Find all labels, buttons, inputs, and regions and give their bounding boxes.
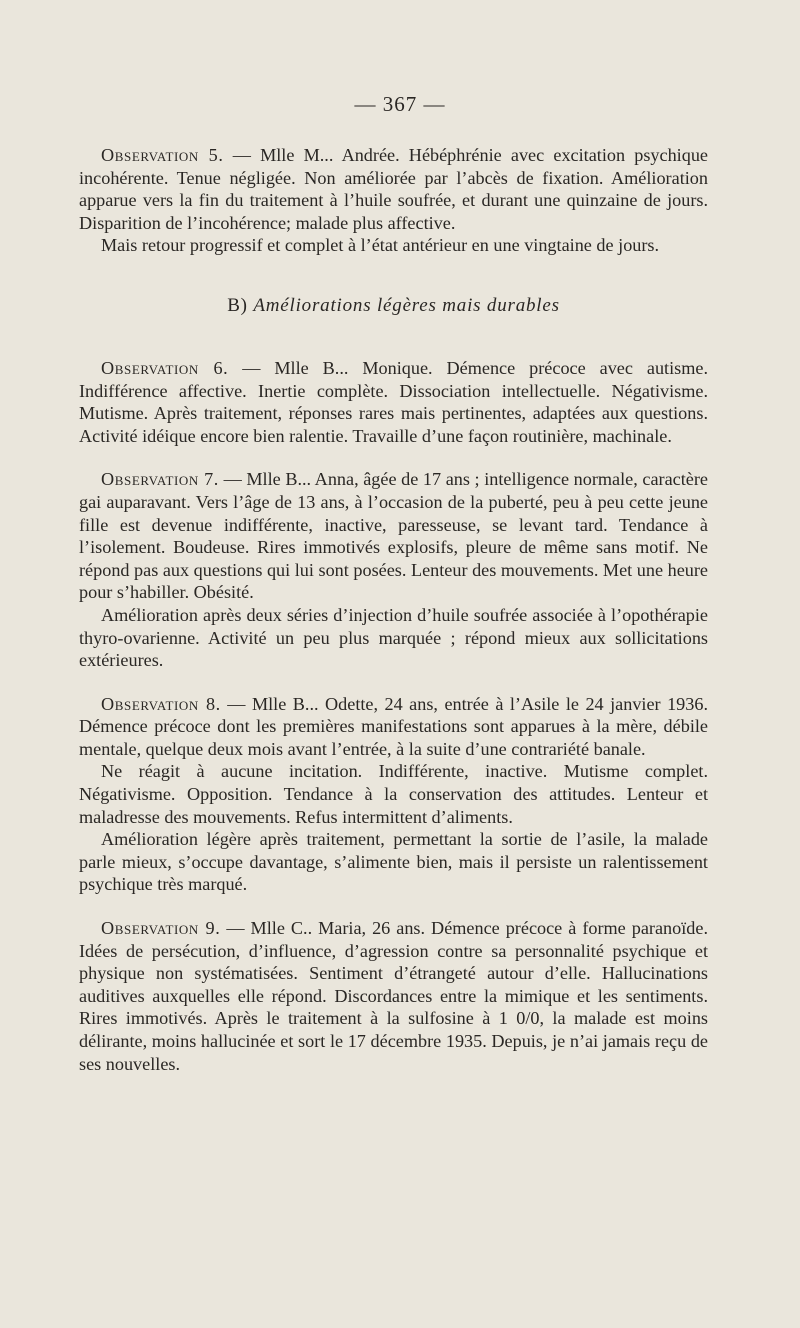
observation-6-text-1: — Mlle B... Monique. Démence précoce avec autisme. Indifférence affective. Inertie complète. Dissociation intellectuelle. Négativisme. Mutisme. Après traitement, réponses rares mais pertinentes, adaptées aux questions. Activité idéique encore bien ralentie. Travaille d’une façon routinière, machinale. (79, 357, 708, 446)
observation-8-paragraph-3: Amélioration légère après traitement, permettant la sortie de l’asile, la malade parle mieux, s’occupe davantage, s’alimente bien, mais il persiste un ralentissement psychique très marqué. (79, 829, 708, 895)
observation-7-paragraph-2: Amélioration après deux séries d’injection d’huile soufrée associée à l’opothérapie thyro-ovarienne. Activité un peu plus marquée ; répond mieux aux sollicitations extérieures. (79, 604, 708, 671)
observation-5-paragraph-1 (79, 144, 708, 234)
observation-7-text-1: — Mlle B... Anna, âgée de 17 ans ; intelligence normale, caractère gai auparavant. Vers l’âge de 13 ans, à l’occasion de la puberté, peu à peu cette jeune fille est devenue indifférente, inactive, paresseuse, se levant tard. Tendance à l’isolement. Boudeuse. Rires immotivés explosifs, pleure de même sans motif. Ne répond pas aux questions qui lui sont posées. Lenteur des mouvements. Met une heure pour s’habiller. Obésité. (79, 469, 708, 603)
observation-6-lead: Observation 6. (101, 357, 229, 378)
section-heading-prefix: B) (227, 294, 254, 316)
page-content (79, 144, 708, 1075)
observation-5-text-1: — Mlle M... Andrée. Hébéphrénie avec excitation psychique incohérente. Tenue négligée. Non améliorée par l’abcès de fixation. Amélioration apparue vers la fin du traitement à l’huile soufrée, et durant une quinzaine de jours. Disparition de l’incohérence; malade plus affective. (79, 145, 708, 233)
section-heading-title: Améliorations légères mais durables (253, 294, 560, 316)
observation-8-text-1: — Mlle B... Odette, 24 ans, entrée à l’Asile le 24 janvier 1936. Démence précoce dont les premières manifestations sont apparues à la mère, débile mentale, quelque deux mois avant l’entrée, à la suite d’une contrariété banale. (79, 693, 708, 759)
observation-6-paragraph-1 (79, 357, 708, 447)
observation-9-lead: Observation 9. (101, 918, 221, 939)
observation-8-paragraph-2: Ne réagit à aucune incitation. Indifférente, inactive. Mutisme complet. Négativisme. Opposition. Tendance à la conservation des attitudes. Lenteur et maladresse des mouvements. Refus intermittent d’aliments. (79, 761, 708, 827)
section-heading (79, 295, 708, 317)
observation-9-paragraph-1 (79, 917, 708, 1075)
observation-8-paragraph-1 (79, 693, 708, 761)
observation-7-lead: Observation 7. (101, 469, 219, 490)
observation-9-text-1: — Mlle C.. Maria, 26 ans. Démence précoce à forme paranoïde. Idées de persécution, d’influence, d’agression contre sa personnalité psychique et physique non systématisées. Sentiment d’étrangeté autour d’elle. Hallucinations auditives auxquelles elle répond. Discordances entre la mimique et les sentiments. Rires immotivés. Après le traitement à la sulfosine à 1 0/0, la malade est moins délirante, moins hallucinée et sort le 17 décembre 1935. Depuis, je n’ai jamais reçu de ses nouvelles. (79, 918, 708, 1074)
observation-8-lead: Observation 8. (101, 693, 221, 714)
observation-7-paragraph-1 (79, 468, 708, 604)
page-number: — 367 — (354, 92, 446, 116)
observation-5-lead: Observation 5. (101, 145, 224, 165)
observation-5-paragraph-2: Mais retour progressif et complet à l’état antérieur en une vingtaine de jours. (101, 235, 660, 256)
